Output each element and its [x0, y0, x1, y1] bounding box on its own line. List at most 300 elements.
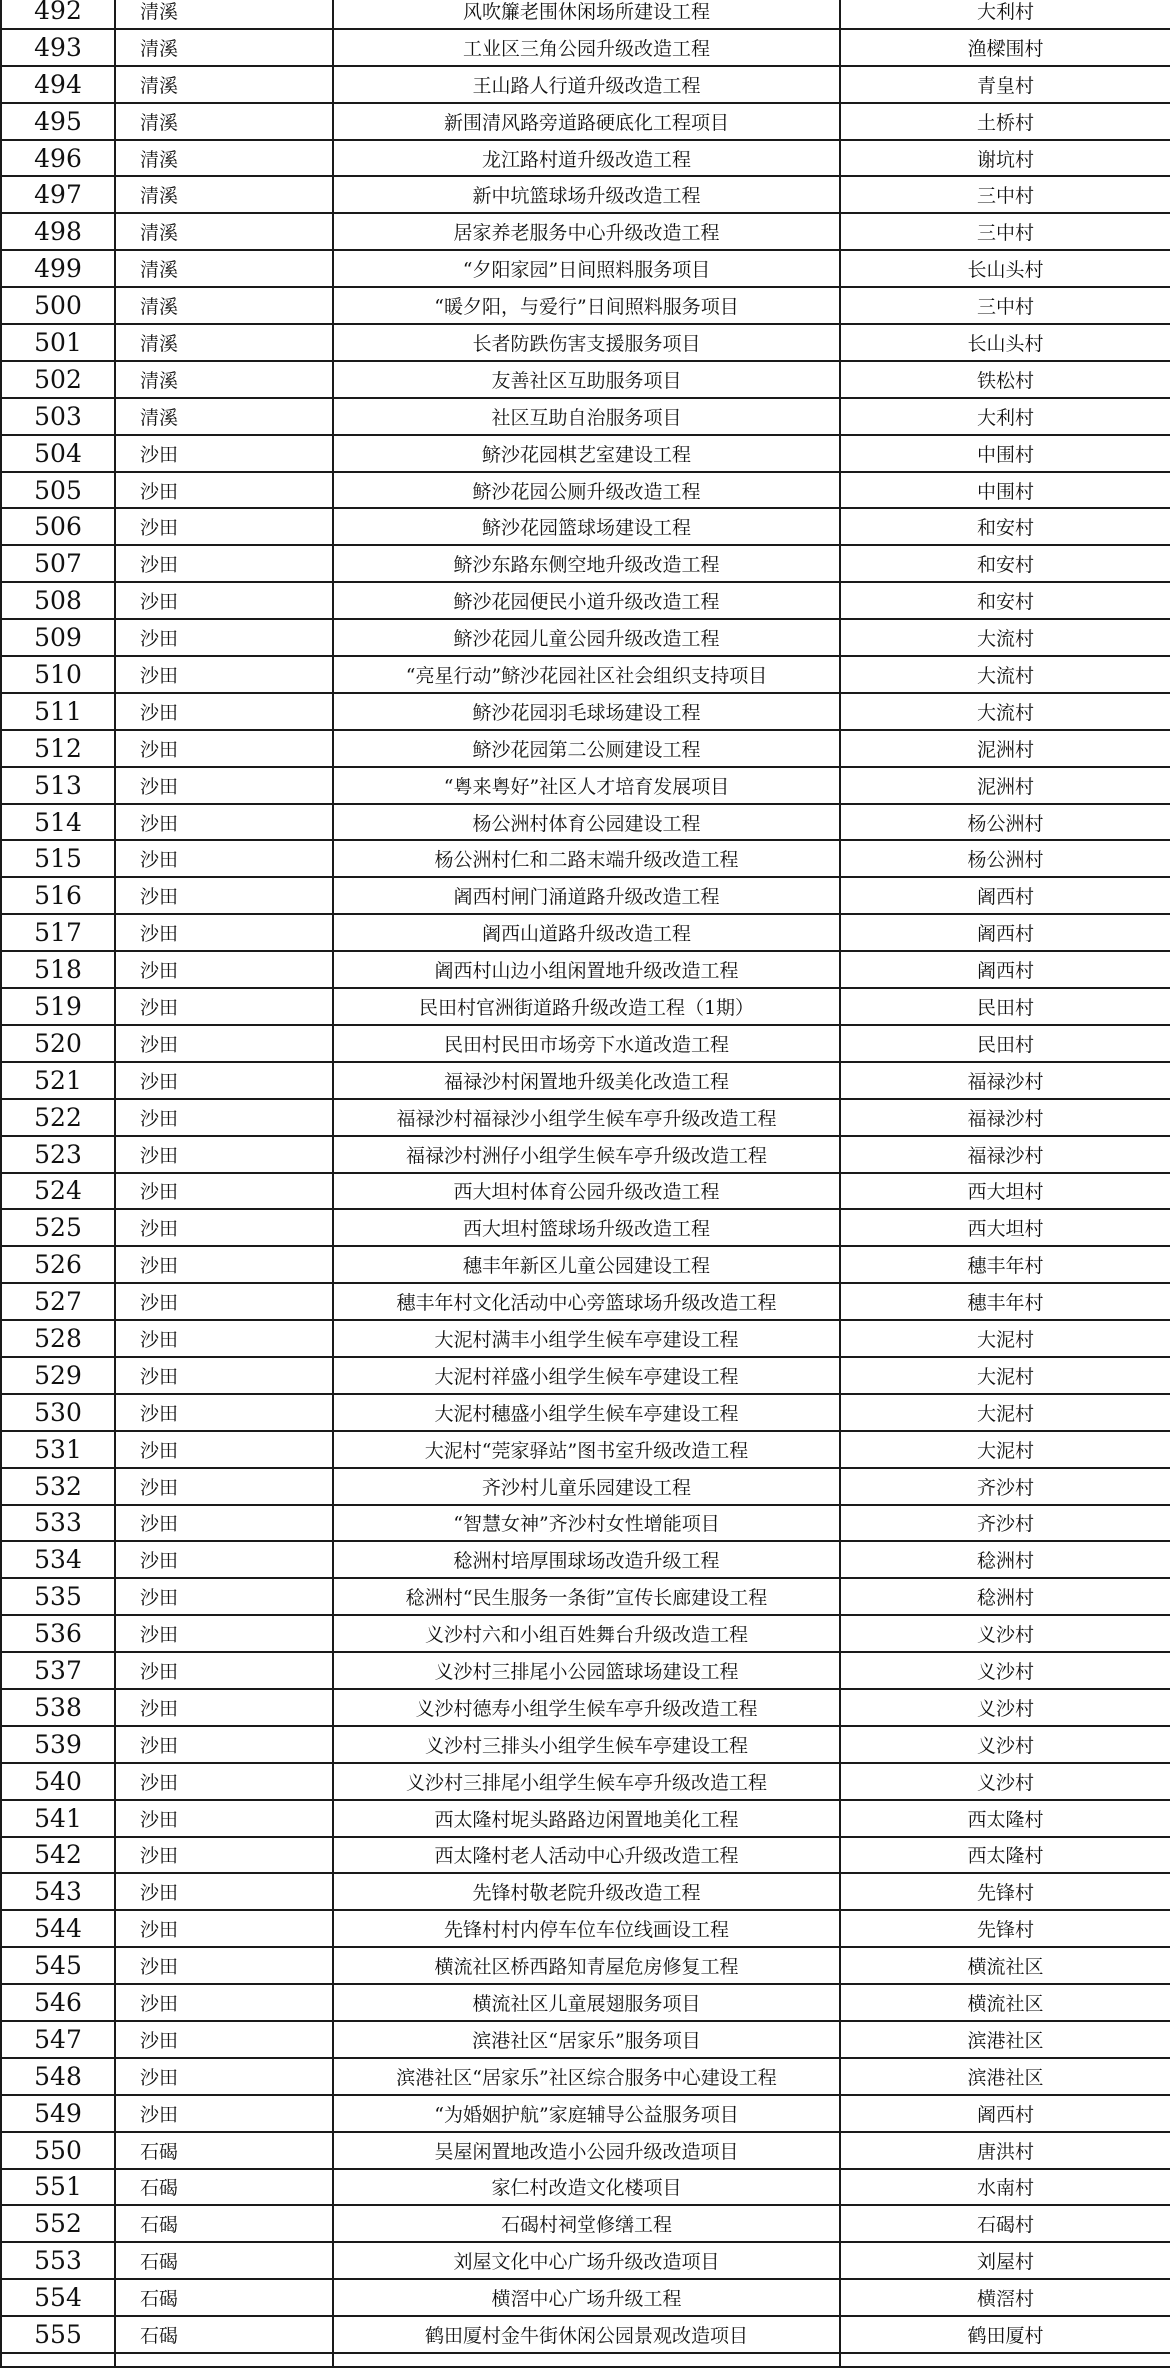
town-cell: 沙田 [115, 2095, 333, 2132]
town-cell: 沙田 [115, 619, 333, 656]
village-cell: 大流村 [840, 693, 1170, 730]
row-number: 538 [1, 1689, 115, 1726]
village-cell: 中围村 [840, 472, 1170, 509]
village-cell: 谢坑村 [840, 140, 1170, 177]
table-row [1, 2169, 1170, 2206]
row-number: 544 [1, 1910, 115, 1947]
table-row [1, 1578, 1170, 1615]
town-cell: 清溪 [115, 140, 333, 177]
town-cell: 沙田 [115, 472, 333, 509]
row-number: 529 [1, 1357, 115, 1394]
row-number: 503 [1, 398, 115, 435]
project-name-cell: 齐沙村儿童乐园建设工程 [333, 1468, 840, 1505]
row-number: 519 [1, 988, 115, 1025]
row-number: 545 [1, 1947, 115, 1984]
table-row [1, 250, 1170, 287]
village-cell: 铁松村 [840, 361, 1170, 398]
village-cell: 阇西村 [840, 951, 1170, 988]
project-name-cell: 稔洲村“民生服务一条街”宣传长廊建设工程 [333, 1578, 840, 1615]
project-name-cell: 鲚沙花园公厕升级改造工程 [333, 472, 840, 509]
table-row [1, 2021, 1170, 2058]
village-cell: 齐沙村 [840, 1505, 1170, 1542]
project-name-cell: “智慧女神”齐沙村女性增能项目 [333, 1505, 840, 1542]
row-number: 541 [1, 1800, 115, 1837]
table-row [1, 398, 1170, 435]
village-cell: 阇西村 [840, 877, 1170, 914]
row-number: 524 [1, 1173, 115, 1210]
table-row [1, 2205, 1170, 2242]
row-number: 492 [1, 0, 115, 29]
town-cell: 沙田 [115, 1763, 333, 1800]
town-cell: 沙田 [115, 730, 333, 767]
project-name-cell: 横滘中心广场升级工程 [333, 2279, 840, 2316]
project-name-cell: 鲚沙花园篮球场建设工程 [333, 508, 840, 545]
project-name-cell: 王山路人行道升级改造工程 [333, 66, 840, 103]
project-name-cell: 滨港社区“居家乐”社区综合服务中心建设工程 [333, 2058, 840, 2095]
row-number: 504 [1, 435, 115, 472]
project-name-cell: 鲚沙花园棋艺室建设工程 [333, 435, 840, 472]
village-cell: 稔洲村 [840, 1578, 1170, 1615]
village-cell: 和安村 [840, 545, 1170, 582]
project-name-cell: 福禄沙村闲置地升级美化改造工程 [333, 1062, 840, 1099]
table-row [1, 545, 1170, 582]
project-name-cell: 民田村官洲街道路升级改造工程（1期） [333, 988, 840, 1025]
row-number: 497 [1, 176, 115, 213]
row-number: 511 [1, 693, 115, 730]
table-row [1, 1689, 1170, 1726]
project-name-cell: 横流社区桥西路知青屋危房修复工程 [333, 1947, 840, 1984]
town-cell: 清溪 [115, 287, 333, 324]
village-cell: 石碣村 [840, 2205, 1170, 2242]
project-name-cell: “暖夕阳，与爱行”日间照料服务项目 [333, 287, 840, 324]
table-row [1, 1431, 1170, 1468]
row-number: 526 [1, 1246, 115, 1283]
row-number: 514 [1, 804, 115, 841]
project-name-cell: 先锋村敬老院升级改造工程 [333, 1873, 840, 1910]
town-cell: 沙田 [115, 1283, 333, 1320]
table-row [1, 287, 1170, 324]
row-number: 549 [1, 2095, 115, 2132]
village-cell: 先锋村 [840, 1873, 1170, 1910]
project-name-cell: 阇西村闸门涌道路升级改造工程 [333, 877, 840, 914]
table-row [1, 804, 1170, 841]
town-cell: 沙田 [115, 1062, 333, 1099]
project-name-cell: 西太隆村老人活动中心升级改造工程 [333, 1837, 840, 1874]
row-number: 534 [1, 1541, 115, 1578]
project-name-cell: 鲚沙花园便民小道升级改造工程 [333, 582, 840, 619]
village-cell: 横流社区 [840, 1984, 1170, 2021]
town-cell: 沙田 [115, 1173, 333, 1210]
town-cell: 石碣 [115, 2316, 333, 2353]
table-row [1, 693, 1170, 730]
row-number: 513 [1, 767, 115, 804]
row-number: 501 [1, 324, 115, 361]
row-number: 521 [1, 1062, 115, 1099]
project-name-cell: “粤来粤好”社区人才培育发展项目 [333, 767, 840, 804]
town-cell: 清溪 [115, 66, 333, 103]
row-number: 505 [1, 472, 115, 509]
empty-cell [333, 2353, 840, 2367]
table-row [1, 1173, 1170, 1210]
town-cell: 沙田 [115, 1689, 333, 1726]
village-cell: 水南村 [840, 2169, 1170, 2206]
project-name-cell: 大泥村穗盛小组学生候车亭建设工程 [333, 1394, 840, 1431]
table-row [1, 103, 1170, 140]
village-cell: 大泥村 [840, 1431, 1170, 1468]
table-row [1, 140, 1170, 177]
town-cell: 沙田 [115, 1726, 333, 1763]
town-cell: 沙田 [115, 951, 333, 988]
town-cell: 沙田 [115, 693, 333, 730]
village-cell: 穗丰年村 [840, 1246, 1170, 1283]
table-row [1, 2058, 1170, 2095]
table-row [1, 1947, 1170, 1984]
row-number: 540 [1, 1763, 115, 1800]
row-number: 533 [1, 1505, 115, 1542]
town-cell: 沙田 [115, 1947, 333, 1984]
row-number: 555 [1, 2316, 115, 2353]
project-name-cell: 大泥村满丰小组学生候车亭建设工程 [333, 1320, 840, 1357]
town-cell: 沙田 [115, 914, 333, 951]
table-row [1, 730, 1170, 767]
town-cell: 沙田 [115, 1652, 333, 1689]
town-cell: 沙田 [115, 1246, 333, 1283]
town-cell: 沙田 [115, 1431, 333, 1468]
table-row [1, 840, 1170, 877]
village-cell: 滨港社区 [840, 2021, 1170, 2058]
project-name-cell: 吴屋闲置地改造小公园升级改造项目 [333, 2132, 840, 2169]
village-cell: 稔洲村 [840, 1541, 1170, 1578]
project-name-cell: 鲚沙花园儿童公园升级改造工程 [333, 619, 840, 656]
row-number: 550 [1, 2132, 115, 2169]
row-number: 508 [1, 582, 115, 619]
row-number: 506 [1, 508, 115, 545]
town-cell: 沙田 [115, 1357, 333, 1394]
table-row [1, 361, 1170, 398]
village-cell: 横滘村 [840, 2279, 1170, 2316]
row-number: 522 [1, 1099, 115, 1136]
village-cell: 渔樑围村 [840, 29, 1170, 66]
table-row [1, 2095, 1170, 2132]
row-number: 516 [1, 877, 115, 914]
table-row [1, 324, 1170, 361]
town-cell: 沙田 [115, 545, 333, 582]
village-cell: 福禄沙村 [840, 1062, 1170, 1099]
project-name-cell: 福禄沙村洲仔小组学生候车亭升级改造工程 [333, 1136, 840, 1173]
village-cell: 西太隆村 [840, 1800, 1170, 1837]
table-row [1, 1283, 1170, 1320]
table-row [1, 2316, 1170, 2353]
town-cell: 沙田 [115, 1099, 333, 1136]
village-cell: 滨港社区 [840, 2058, 1170, 2095]
village-cell: 和安村 [840, 508, 1170, 545]
table-row [1, 66, 1170, 103]
village-cell: 横流社区 [840, 1947, 1170, 1984]
town-cell: 沙田 [115, 1394, 333, 1431]
table-row [1, 1468, 1170, 1505]
project-name-cell: “亮星行动”鲚沙花园社区社会组织支持项目 [333, 656, 840, 693]
project-name-cell: 新中坑篮球场升级改造工程 [333, 176, 840, 213]
row-number: 507 [1, 545, 115, 582]
table-row [1, 472, 1170, 509]
table-row [1, 1209, 1170, 1246]
village-cell: 鹤田厦村 [840, 2316, 1170, 2353]
project-name-cell: 义沙村三排尾小公园篮球场建设工程 [333, 1652, 840, 1689]
town-cell: 沙田 [115, 804, 333, 841]
table-row [1, 1025, 1170, 1062]
project-name-cell: 横流社区儿童展翅服务项目 [333, 1984, 840, 2021]
project-name-cell: 鲚沙花园羽毛球场建设工程 [333, 693, 840, 730]
row-number: 543 [1, 1873, 115, 1910]
town-cell: 沙田 [115, 767, 333, 804]
project-name-cell: 家仁村改造文化楼项目 [333, 2169, 840, 2206]
project-name-cell: 友善社区互助服务项目 [333, 361, 840, 398]
village-cell: 阇西村 [840, 2095, 1170, 2132]
row-number: 496 [1, 140, 115, 177]
village-cell: 长山头村 [840, 250, 1170, 287]
row-number: 509 [1, 619, 115, 656]
table-row [1, 951, 1170, 988]
village-cell: 齐沙村 [840, 1468, 1170, 1505]
town-cell: 清溪 [115, 29, 333, 66]
project-name-cell: 滨港社区“居家乐”服务项目 [333, 2021, 840, 2058]
project-name-cell: 鹤田厦村金牛街休闲公园景观改造项目 [333, 2316, 840, 2353]
project-name-cell: 鲚沙东路东侧空地升级改造工程 [333, 545, 840, 582]
table-row [1, 435, 1170, 472]
table-row [1, 988, 1170, 1025]
row-number: 517 [1, 914, 115, 951]
town-cell: 沙田 [115, 2058, 333, 2095]
empty-cell [840, 2353, 1170, 2367]
village-cell: 中围村 [840, 435, 1170, 472]
town-cell: 沙田 [115, 877, 333, 914]
village-cell: 杨公洲村 [840, 804, 1170, 841]
project-name-cell: 义沙村三排尾小组学生候车亭升级改造工程 [333, 1763, 840, 1800]
row-number: 523 [1, 1136, 115, 1173]
table-row [1, 213, 1170, 250]
project-name-cell: 穗丰年新区儿童公园建设工程 [333, 1246, 840, 1283]
row-number: 532 [1, 1468, 115, 1505]
town-cell: 清溪 [115, 213, 333, 250]
row-number: 515 [1, 840, 115, 877]
row-number: 535 [1, 1578, 115, 1615]
town-cell: 沙田 [115, 1984, 333, 2021]
table-row [1, 1099, 1170, 1136]
table-row [1, 1800, 1170, 1837]
row-number: 548 [1, 2058, 115, 2095]
town-cell: 清溪 [115, 0, 333, 29]
row-number: 551 [1, 2169, 115, 2206]
town-cell: 沙田 [115, 582, 333, 619]
village-cell: 穗丰年村 [840, 1283, 1170, 1320]
table-row [1, 1910, 1170, 1947]
project-name-cell: “夕阳家园”日间照料服务项目 [333, 250, 840, 287]
project-name-cell: 大泥村祥盛小组学生候车亭建设工程 [333, 1357, 840, 1394]
village-cell: 民田村 [840, 1025, 1170, 1062]
village-cell: 大流村 [840, 619, 1170, 656]
table-row [1, 877, 1170, 914]
village-cell: 先锋村 [840, 1910, 1170, 1947]
project-name-cell: 鲚沙花园第二公厕建设工程 [333, 730, 840, 767]
project-name-cell: 居家养老服务中心升级改造工程 [333, 213, 840, 250]
table-row [1, 176, 1170, 213]
town-cell: 沙田 [115, 435, 333, 472]
table-row [1, 1615, 1170, 1652]
row-number: 554 [1, 2279, 115, 2316]
town-cell: 清溪 [115, 398, 333, 435]
table-row [1, 1320, 1170, 1357]
project-name-cell: 龙江路村道升级改造工程 [333, 140, 840, 177]
row-number: 527 [1, 1283, 115, 1320]
town-cell: 沙田 [115, 1578, 333, 1615]
village-cell: 大利村 [840, 398, 1170, 435]
village-cell: 西太隆村 [840, 1837, 1170, 1874]
town-cell: 沙田 [115, 1910, 333, 1947]
village-cell: 义沙村 [840, 1726, 1170, 1763]
project-name-cell: 民田村民田市场旁下水道改造工程 [333, 1025, 840, 1062]
village-cell: 唐洪村 [840, 2132, 1170, 2169]
table-row [1, 1505, 1170, 1542]
village-cell: 义沙村 [840, 1689, 1170, 1726]
town-cell: 清溪 [115, 250, 333, 287]
row-number: 546 [1, 1984, 115, 2021]
row-number: 502 [1, 361, 115, 398]
table-row [1, 1136, 1170, 1173]
empty-cell [1, 2353, 115, 2367]
village-cell: 阇西村 [840, 914, 1170, 951]
village-cell: 西大坦村 [840, 1173, 1170, 1210]
table-row [1, 29, 1170, 66]
table-row [1, 1246, 1170, 1283]
village-cell: 大流村 [840, 656, 1170, 693]
table-row [1, 2132, 1170, 2169]
row-number: 536 [1, 1615, 115, 1652]
table-row [1, 1763, 1170, 1800]
project-name-cell: 石碣村祠堂修缮工程 [333, 2205, 840, 2242]
project-name-cell: 社区互助自治服务项目 [333, 398, 840, 435]
village-cell: 和安村 [840, 582, 1170, 619]
row-number: 510 [1, 656, 115, 693]
row-number: 530 [1, 1394, 115, 1431]
village-cell: 长山头村 [840, 324, 1170, 361]
project-name-cell: 西大坦村篮球场升级改造工程 [333, 1209, 840, 1246]
project-name-cell: 杨公洲村体育公园建设工程 [333, 804, 840, 841]
town-cell: 石碣 [115, 2132, 333, 2169]
row-number: 552 [1, 2205, 115, 2242]
village-cell: 泥洲村 [840, 730, 1170, 767]
village-cell: 刘屋村 [840, 2242, 1170, 2279]
row-number: 542 [1, 1837, 115, 1874]
village-cell: 杨公洲村 [840, 840, 1170, 877]
town-cell: 清溪 [115, 176, 333, 213]
project-name-cell: 大泥村“莞家驿站”图书室升级改造工程 [333, 1431, 840, 1468]
project-name-cell: “为婚姻护航”家庭辅导公益服务项目 [333, 2095, 840, 2132]
town-cell: 沙田 [115, 1320, 333, 1357]
project-name-cell: 义沙村六和小组百姓舞台升级改造工程 [333, 1615, 840, 1652]
project-name-cell: 义沙村三排头小组学生候车亭建设工程 [333, 1726, 840, 1763]
village-cell: 青皇村 [840, 66, 1170, 103]
project-name-cell: 阇西村山边小组闲置地升级改造工程 [333, 951, 840, 988]
project-name-cell: 西太隆村坭头路路边闲置地美化工程 [333, 1800, 840, 1837]
row-number: 512 [1, 730, 115, 767]
town-cell: 沙田 [115, 1468, 333, 1505]
village-cell: 泥洲村 [840, 767, 1170, 804]
table-row [1, 1357, 1170, 1394]
row-number: 537 [1, 1652, 115, 1689]
town-cell: 沙田 [115, 1136, 333, 1173]
village-cell: 义沙村 [840, 1763, 1170, 1800]
project-name-cell: 西大坦村体育公园升级改造工程 [333, 1173, 840, 1210]
town-cell: 石碣 [115, 2279, 333, 2316]
table-row [1, 767, 1170, 804]
table-row [1, 1541, 1170, 1578]
row-number: 539 [1, 1726, 115, 1763]
table-row [1, 1726, 1170, 1763]
row-number: 553 [1, 2242, 115, 2279]
project-name-cell: 先锋村村内停车位车位线画设工程 [333, 1910, 840, 1947]
village-cell: 福禄沙村 [840, 1099, 1170, 1136]
table-row [1, 656, 1170, 693]
row-number: 520 [1, 1025, 115, 1062]
row-number: 493 [1, 29, 115, 66]
row-number: 500 [1, 287, 115, 324]
row-number: 528 [1, 1320, 115, 1357]
project-name-cell: 刘屋文化中心广场升级改造项目 [333, 2242, 840, 2279]
town-cell: 沙田 [115, 1505, 333, 1542]
table-row [1, 1984, 1170, 2021]
town-cell: 沙田 [115, 1837, 333, 1874]
project-name-cell: 稔洲村培厚围球场改造升级工程 [333, 1541, 840, 1578]
row-number: 518 [1, 951, 115, 988]
project-name-cell: 工业区三角公园升级改造工程 [333, 29, 840, 66]
town-cell: 清溪 [115, 103, 333, 140]
town-cell: 石碣 [115, 2242, 333, 2279]
table-row [1, 508, 1170, 545]
town-cell: 沙田 [115, 1025, 333, 1062]
town-cell: 沙田 [115, 2021, 333, 2058]
empty-cell [115, 2353, 333, 2367]
village-cell: 西大坦村 [840, 1209, 1170, 1246]
table-row [1, 619, 1170, 656]
town-cell: 沙田 [115, 1873, 333, 1910]
village-cell: 义沙村 [840, 1652, 1170, 1689]
row-number: 499 [1, 250, 115, 287]
project-name-cell: 阇西山道路升级改造工程 [333, 914, 840, 951]
town-cell: 石碣 [115, 2169, 333, 2206]
table-row [1, 1062, 1170, 1099]
table-row [1, 1873, 1170, 1910]
town-cell: 沙田 [115, 1209, 333, 1246]
row-number: 498 [1, 213, 115, 250]
town-cell: 沙田 [115, 508, 333, 545]
village-cell: 福禄沙村 [840, 1136, 1170, 1173]
village-cell: 大泥村 [840, 1394, 1170, 1431]
project-name-cell: 穗丰年村文化活动中心旁篮球场升级改造工程 [333, 1283, 840, 1320]
row-number: 525 [1, 1209, 115, 1246]
town-cell: 沙田 [115, 988, 333, 1025]
row-number: 531 [1, 1431, 115, 1468]
town-cell: 沙田 [115, 656, 333, 693]
village-cell: 民田村 [840, 988, 1170, 1025]
project-name-cell: 风吹簾老围休闲场所建设工程 [333, 0, 840, 29]
town-cell: 沙田 [115, 1800, 333, 1837]
project-name-cell: 福禄沙村福禄沙小组学生候车亭升级改造工程 [333, 1099, 840, 1136]
table-row [1, 2242, 1170, 2279]
project-name-cell: 长者防跌伤害支援服务项目 [333, 324, 840, 361]
project-name-cell: 义沙村德寿小组学生候车亭升级改造工程 [333, 1689, 840, 1726]
table-row-cutoff [1, 2353, 1170, 2367]
town-cell: 清溪 [115, 361, 333, 398]
